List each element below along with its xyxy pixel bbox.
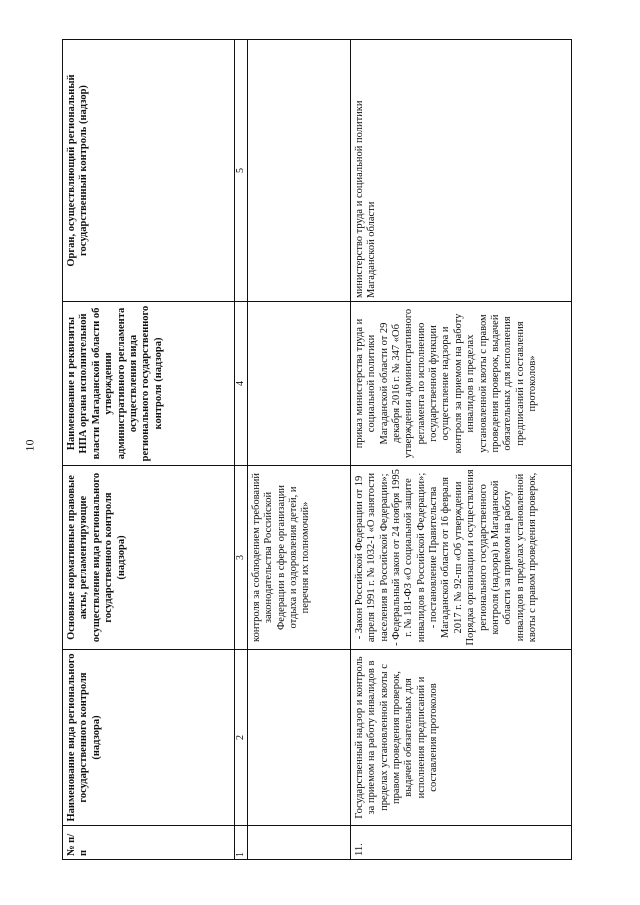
continuation-acts-cell: контроля за соблюдением требований законодательства Российской Федерации в сфере организации отдыха и оздоровления детей, и перечня их полномочий» — [247, 466, 350, 650]
regulation-table — [62, 39, 572, 860]
header-row — [63, 40, 235, 860]
table-row — [350, 40, 571, 860]
page-number: 10 — [22, 439, 37, 452]
row-number-cell: 11. — [350, 826, 571, 860]
legal-act-item: - Закон Российской Федерации от 19 апреля 1991 г. № 1032-1 «О занятости населения в Российской Федерации»; — [353, 472, 390, 643]
regulation-act-cell: приказ министерства труда и социальной политики Магаданской области от 29 декабря 2016 г. № 347 «Об утверждении административного регламента по исполнению государственной функции осуществление надзора и контроля за приемом на работу инвалидов в пределах установленной квоты с правом проведения проверок, выдачей обязательных для исполнения предписаний и составления протоколов» — [350, 302, 571, 466]
legal-act-item: - Федеральный закон от 24 ноября 1995 г. № 181-ФЗ «О социальной защите инвалидов в Российской Федерации»; — [390, 469, 427, 646]
empty-cell — [247, 302, 350, 466]
continuation-row — [247, 40, 350, 860]
header-regulation-act: Наименование и реквизиты НПА органа исполнительной власти Магаданской области об утверждении административного регламента осуществления вида регионального государственного контроля (надзора) — [63, 302, 235, 466]
rotated-table-wrapper — [62, 40, 567, 860]
column-number: 2 — [235, 650, 248, 826]
legal-acts-cell — [350, 466, 571, 650]
header-number: № п/п — [63, 826, 235, 860]
column-number: 1 — [235, 826, 248, 860]
column-number: 5 — [235, 40, 248, 302]
legal-act-item: - постановление Правительства Магаданской области от 16 февраля 2017 г. № 92-пп «Об утверждении Порядка организации и осуществления регионального государственного контроля (надзора) в Магаданской области за приемом на работу инвалидов в пределах установленной квоты с правом проведения проверок, — [428, 469, 539, 646]
document-sheet — [62, 40, 567, 860]
authority-cell: министерство труда и социальной политики Магаданской области — [350, 40, 571, 302]
column-number: 3 — [235, 466, 248, 650]
header-legal-acts: Основные нормативные правовые акты, регламентирующие осуществление вида регионального государственного контроля (надзора) — [63, 466, 235, 650]
column-number: 4 — [235, 302, 248, 466]
control-type-cell: Государственный надзор и контроль за приемом на работу инвалидов в пределах установленной квоты с правом проведения проверок, выдачей обязательных для исполнения предписаний и составления протоколов — [350, 650, 571, 826]
header-control-type: Наименование вида регионального государственного контроля (надзора) — [63, 650, 235, 826]
column-number-row — [235, 40, 248, 860]
empty-cell — [247, 40, 350, 302]
header-authority: Орган, осуществляющий региональный государственный контроль (надзор) — [63, 40, 235, 302]
empty-cell — [247, 826, 350, 860]
empty-cell — [247, 650, 350, 826]
